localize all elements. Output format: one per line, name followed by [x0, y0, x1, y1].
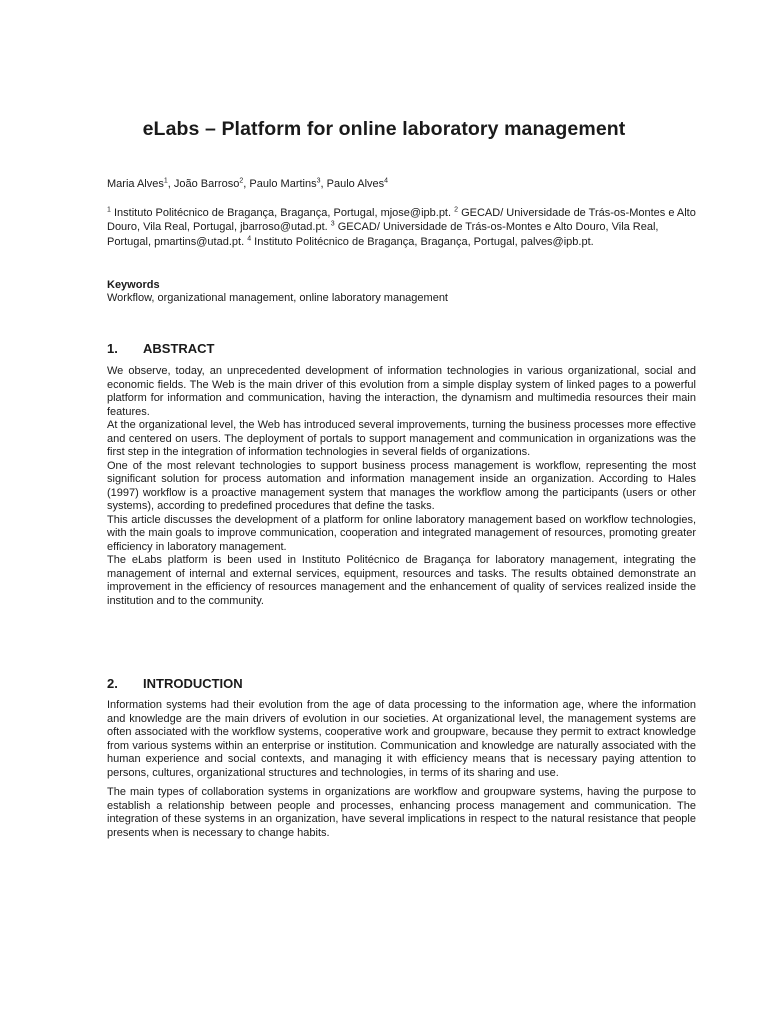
paragraph: At the organizational level, the Web has introduced several improvements, turning the business processes more effective and centered on users. The deployment of portals to support management and communication in organizations was the first step in the integration of information technologies in several fields of organizations.	[107, 419, 696, 458]
affiliation-sup: 2	[454, 206, 459, 214]
affiliations	[107, 206, 696, 249]
section-number: 1.	[107, 341, 118, 356]
paragraph: Information systems had their evolution from the age of data processing to the information age, where the information and knowledge are the main drivers of evolution in our societies. At organizational level, the management systems are often associated with the workflow systems, cooperative work and groupware, because they permit to extract knowledge from various systems within an enterprise or institution. Communication and knowledge are naturally associated with the human experience and social contexts, and managing it with efficiency means that is necessary paying attention to persons, cultures, organizational structures and technologies, in terms of its sharing and use.	[107, 699, 696, 779]
author-name: Paulo Alves	[326, 178, 385, 190]
section-number: 2.	[107, 676, 118, 691]
affiliation-text: Instituto Politécnico de Bragança, Bragança, Portugal, mjose@ipb.pt.	[113, 207, 455, 219]
paragraph: The main types of collaboration systems in organizations are workflow and groupware systems, having the purpose to establish a relationship between people and processes, enhancing process management and communication. The integration of these systems in an organization, have several implications in respect to the natural resistance that people presents when is necessary to change habits.	[107, 786, 696, 839]
paragraph: The eLabs platform is been used in Instituto Politécnico de Bragança for laboratory management, integrating the management of internal and external services, equipment, resources and tasks. The results obtained demonstrate an improvement in the efficiency of resources management and the enhancement of quality of services realized inside the institution and to the community.	[107, 554, 696, 607]
affiliation-text: GECAD/ Universidade de Trás-os-Montes e Alto Douro, Vila Real, Portugal, pmartins@utad.pt.	[107, 221, 659, 248]
paragraph: One of the most relevant technologies to support business process management is workflow, representing the most significant solution for process automation and information management inside an organization. According to Hales (1997) workflow is a proactive management system that manages the workflow among the participants (users or other systems), according to predefined procedures that define the tasks.	[107, 459, 696, 512]
paragraph: We observe, today, an unprecedented development of information technologies in various organizational, social and economic fields. The Web is the main driver of this evolution from a simple display system of linked pages to a powerful platform for information and communication, having the interaction, the dynamism and multimedia resources their main features.	[107, 365, 696, 418]
paragraph: This article discusses the development of a platform for online laboratory management based on workflow technologies, with the main goals to improve communication, cooperation and integrated management of resources, promoting greater efficiency in laboratory management.	[107, 513, 696, 553]
author-name: Maria Alves	[107, 178, 164, 190]
abstract-body	[107, 365, 696, 608]
author-name: João Barroso	[173, 178, 240, 190]
affiliation-sup: 4	[247, 234, 252, 242]
affiliation-text: GECAD/ Universidade de Trás-os-Montes e Alto Douro, Vila Real, Portugal, jbarroso@utad.pt.	[107, 207, 696, 234]
affiliation-sup: 1	[107, 206, 111, 214]
author-sup: 2	[239, 177, 244, 185]
paper-title: eLabs – Platform for online laboratory management	[142, 118, 626, 140]
keywords-label: Keywords	[107, 279, 160, 291]
author-list: Maria Alves$^1$, João Barroso$^2$, Paulo Martins$^3$, Paulo Alves$^4$	[107, 177, 389, 190]
introduction-body	[107, 699, 696, 846]
affiliation-text: Instituto Politécnico de Bragança, Bragança, Portugal, palves@ipb.pt.	[254, 235, 594, 248]
keywords-text: Workflow, organizational management, online laboratory management	[107, 292, 448, 304]
affiliation-sup: 3	[330, 220, 335, 228]
section-title: ABSTRACT	[143, 341, 215, 356]
section-title: INTRODUCTION	[143, 676, 243, 691]
author-sup: 1	[163, 177, 168, 185]
section-heading-introduction	[107, 676, 243, 691]
author-sup: 3	[316, 177, 321, 185]
author-sup: 4	[384, 177, 389, 185]
section-heading-abstract	[107, 341, 215, 356]
author-name: Paulo Martins	[249, 178, 317, 190]
